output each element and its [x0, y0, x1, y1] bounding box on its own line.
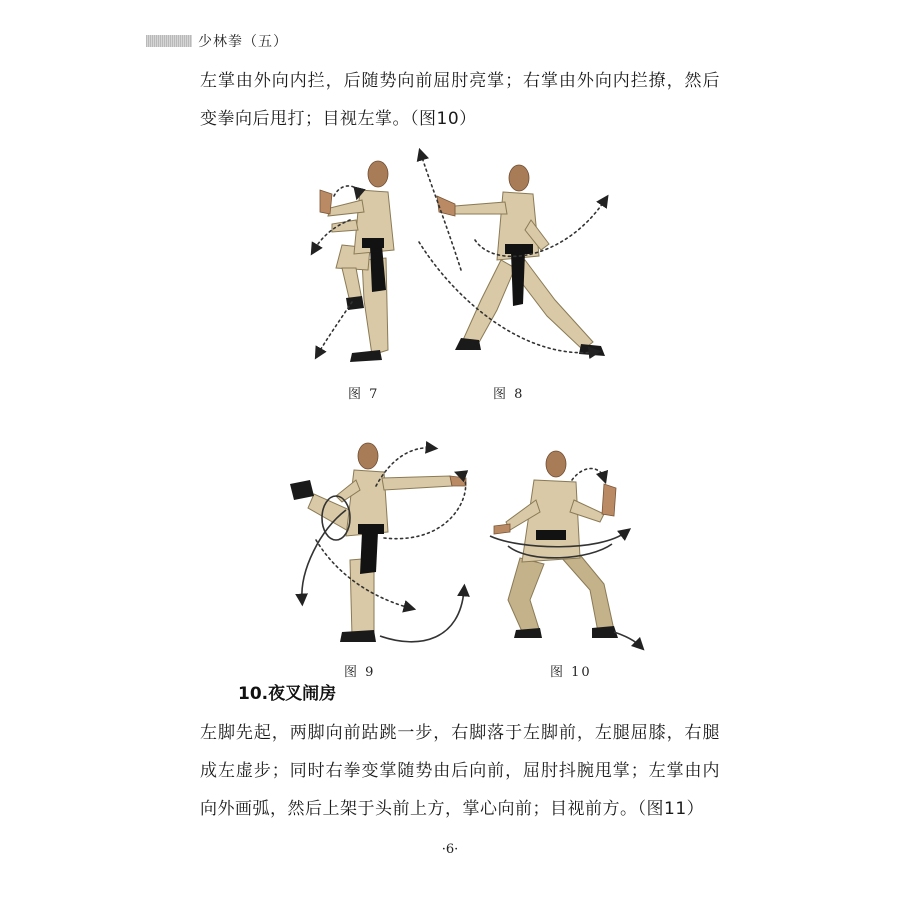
- book-title: 少林拳（五）: [198, 34, 288, 50]
- caption-figure-9: 图 9: [344, 665, 376, 680]
- section-heading: 10.夜叉闹房: [238, 684, 337, 704]
- running-header: [146, 30, 288, 52]
- intro-paragraph: 左掌由外向内拦，后随势向前屈肘亮掌；右掌由外向内拦撩，然后变拳向后甩打；目视左掌。（图10）: [200, 71, 720, 129]
- header-decoration: [146, 35, 192, 47]
- figure-7-illustration: [290, 150, 420, 370]
- caption-figure-7: 图 7: [348, 387, 380, 402]
- section-paragraph: 左脚先起，两脚向前跍跳一步，右脚落于左脚前，左腿屈膝，右腿成左虚步；同时右拳变掌随势由后向前，屈肘抖腕甩掌；左掌由内向外画弧，然后上架于头前上方，掌心向前；目视前方。（图11）: [200, 723, 720, 819]
- caption-figure-8: 图 8: [493, 387, 525, 402]
- page-number: ·6·: [441, 842, 459, 857]
- figure-9-illustration: [280, 440, 480, 650]
- caption-figure-10: 图 10: [550, 665, 592, 680]
- figure-10-illustration: [480, 440, 650, 650]
- figure-8-illustration: [415, 150, 615, 370]
